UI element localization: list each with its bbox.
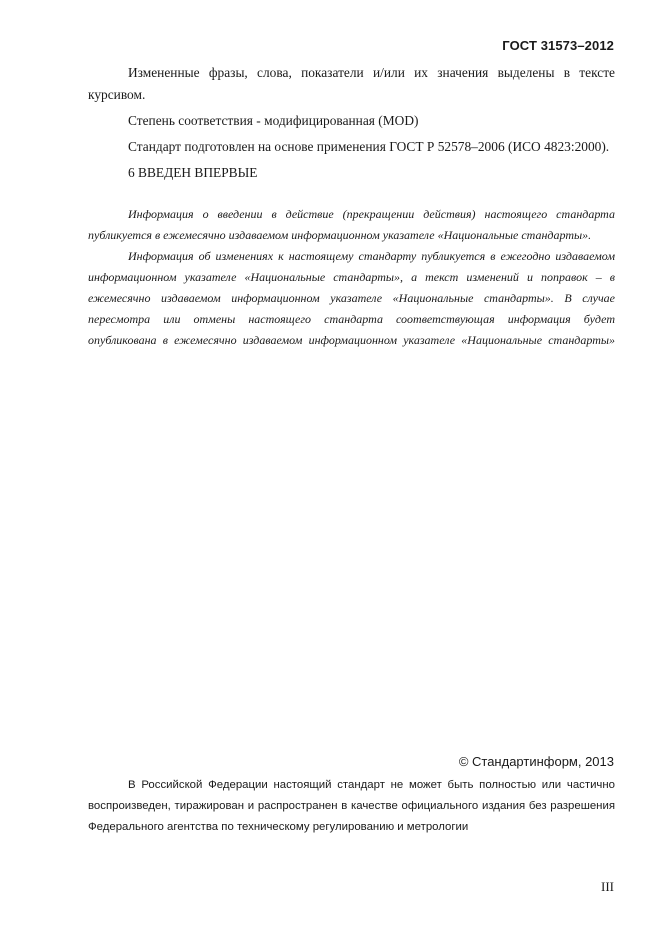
reproduction-notice [88, 775, 615, 838]
introduced-first-time: 6 ВВЕДЕН ВПЕРВЫЕ [128, 165, 258, 180]
publication-info-section [88, 204, 615, 351]
based-on-standard: Стандарт подготовлен на основе применения ГОСТ Р 52578–2006 (ИСО 4823:2000). [128, 139, 610, 154]
changed-phrases-note: Измененные фразы, слова, показатели и/или их значения выделены в тексте курсивом. [88, 65, 615, 102]
page-number: III [601, 879, 614, 894]
info-paragraph-enactment: Информация о введении в действие (прекращении действия) настоящего стандарта публикуется в ежемесячно издаваемом информационном указателе «Национальные стандарты». [88, 207, 615, 242]
conformity-degree: Степень соответствия ‑ модифицированная (MOD) [128, 113, 419, 128]
copyright-line: © Стандартинформ, 2013 [458, 754, 614, 769]
reproduction-notice-text: В Российской Федерации настоящий стандарт не может быть полностью или частично воспроизведен, тиражирован и распространен в качестве официального издания без разрешения Федерального агентства по техническому регулированию и метрологии [88, 779, 615, 833]
info-paragraph-changes: Информация об изменениях к настоящему стандарту публикуется в ежегодно издаваемом информационном указателе «Национальные стандарты», а текст изменений и поправок – в ежемесячно издаваемом информационном указателе «Национальные стандарты». В случае пересмотра или отмены настоящего стандарта соответствующая информация будет опубликована в ежемесячно издаваемом информационном указателе «Национальные стандарты» [88, 249, 615, 347]
preface-section [88, 62, 615, 184]
document-number: ГОСТ 31573–2012 [502, 38, 614, 53]
